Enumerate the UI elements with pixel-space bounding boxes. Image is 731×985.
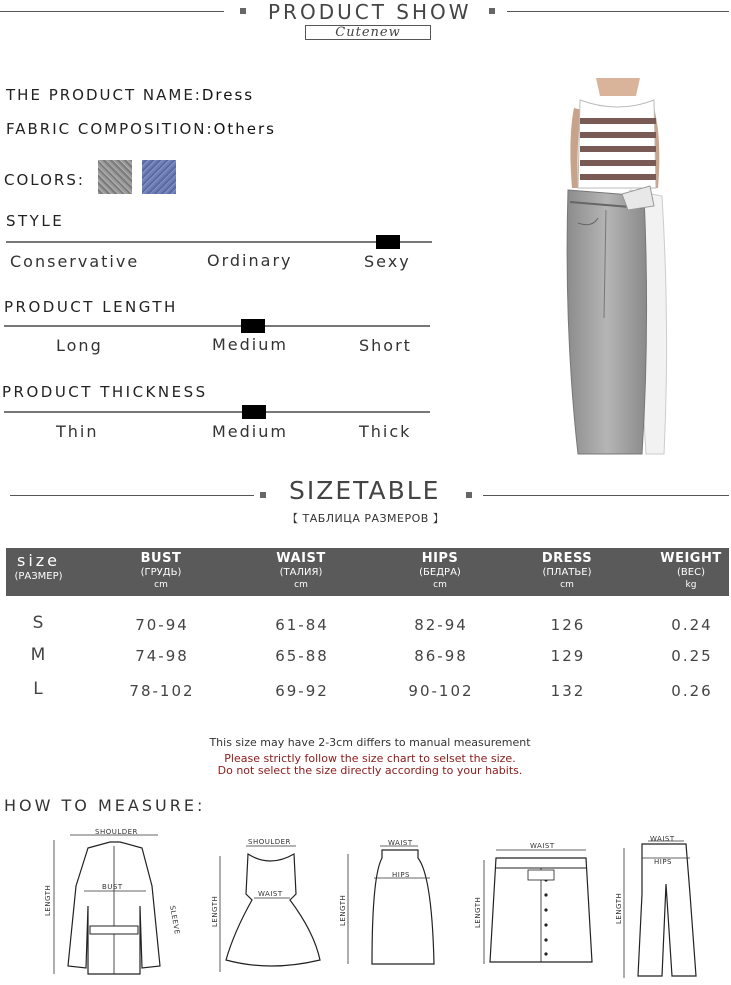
- color-swatch-blue[interactable]: [142, 160, 176, 194]
- length-label-2: LENGTH: [211, 895, 219, 927]
- hips-label-2: HIPS: [654, 858, 672, 866]
- col-unit: cm: [154, 580, 168, 590]
- table-cell: 70-94: [135, 616, 189, 634]
- thickness-option-thin: Thin: [56, 422, 99, 441]
- col-ru: (ТАЛИЯ): [279, 567, 323, 578]
- bust-label: BUST: [102, 883, 123, 891]
- col-ru: (ПЛАТЬЕ): [542, 567, 592, 578]
- header-rule-right: [507, 11, 729, 12]
- length-label-3: LENGTH: [339, 894, 347, 926]
- product-name-value: Dress: [201, 86, 255, 104]
- thickness-marker: [242, 405, 266, 419]
- col-unit: cm: [294, 580, 308, 590]
- table-cell: 86-98: [414, 647, 468, 665]
- sizetable-rule-left: [10, 495, 254, 496]
- color-swatch-gray[interactable]: [98, 160, 132, 194]
- fabric-row: [6, 120, 276, 138]
- fabric-label: FABRIC COMPOSITION:: [6, 120, 214, 138]
- warning-note-2: Do not select the size directly according to your habits.: [217, 764, 523, 777]
- sizetable-dot-right: [466, 492, 472, 498]
- table-header-bust: [101, 551, 221, 591]
- waist-label: WAIST: [258, 890, 283, 898]
- table-cell: 129: [550, 647, 586, 665]
- sizetable-subtitle: 【 ТАБЛИЦА РАЗМЕРОВ 】: [287, 512, 445, 525]
- header-dot-left: [240, 8, 246, 14]
- col-name: WAIST: [276, 551, 326, 566]
- size-header-label: size: [16, 551, 61, 570]
- col-ru: (ГРУДЬ): [140, 567, 182, 578]
- col-ru: (БЕДРА): [419, 567, 461, 578]
- style-option-sexy: Sexy: [364, 252, 411, 271]
- sizetable-title: SIZETABLE: [289, 476, 441, 505]
- table-cell: 0.25: [671, 647, 713, 665]
- col-unit: cm: [560, 580, 574, 590]
- shoulder-label: SHOULDER: [95, 828, 138, 836]
- length-label-4: LENGTH: [474, 896, 482, 928]
- table-cell: 90-102: [408, 682, 474, 700]
- table-row-size-s: S: [32, 613, 44, 633]
- table-header-size: [6, 552, 71, 584]
- product-name-row: [6, 86, 254, 104]
- waist-label-4: WAIST: [650, 835, 675, 843]
- table-row-size-m: M: [30, 645, 46, 665]
- colors-label: COLORS:: [4, 171, 85, 189]
- style-option-ordinary: Ordinary: [207, 251, 293, 270]
- col-name: WEIGHT: [660, 551, 722, 566]
- length-marker: [241, 319, 265, 333]
- table-header-hips: [380, 551, 500, 591]
- table-cell: 74-98: [135, 647, 189, 665]
- col-unit: cm: [433, 580, 447, 590]
- table-cell: 0.24: [671, 616, 713, 634]
- waist-label-2: WAIST: [388, 839, 413, 847]
- table-header-waist: [241, 551, 361, 591]
- thickness-scale-line: [4, 411, 430, 413]
- col-name: BUST: [140, 551, 182, 566]
- coat-measure-diagram: [40, 826, 190, 981]
- sizetable-rule-right: [483, 495, 729, 496]
- header-dot-right: [489, 8, 495, 14]
- table-header-dress: [507, 551, 627, 591]
- length-option-short: Short: [359, 336, 412, 355]
- table-cell: 61-84: [275, 616, 329, 634]
- how-to-measure-title: HOW TO MEASURE:: [4, 796, 206, 815]
- pants-measure-diagram: [612, 834, 722, 982]
- size-header-ru: (РАЗМЕР): [14, 571, 63, 582]
- skirt-measure-diagram: [338, 836, 448, 981]
- style-marker: [376, 235, 400, 249]
- table-cell: 132: [550, 682, 586, 700]
- thickness-label: PRODUCT THICKNESS: [2, 383, 208, 401]
- table-cell: 65-88: [275, 647, 329, 665]
- sleeve-label: SLEEVE: [168, 904, 182, 936]
- table-row-size-l: L: [33, 679, 43, 699]
- style-scale-line: [6, 241, 432, 243]
- product-name-label: THE PRODUCT NAME:: [6, 86, 202, 104]
- style-label: STYLE: [6, 212, 65, 230]
- denim-skirt-measure-diagram: [462, 840, 612, 970]
- table-cell: 78-102: [129, 682, 195, 700]
- col-name: HIPS: [421, 551, 459, 566]
- thickness-option-thick: Thick: [359, 422, 412, 441]
- hips-label: HIPS: [392, 871, 410, 879]
- waist-label-3: WAIST: [530, 842, 555, 850]
- col-ru: (ВЕС): [677, 567, 705, 578]
- length-option-long: Long: [56, 336, 103, 355]
- measurement-note: This size may have 2-3cm differs to manual measurement: [209, 736, 531, 749]
- shoulder-label-2: SHOULDER: [248, 838, 291, 846]
- length-label: PRODUCT LENGTH: [4, 298, 178, 316]
- length-label-5: LENGTH: [615, 892, 623, 924]
- thickness-option-medium: Medium: [212, 422, 288, 441]
- length-label-1: LENGTH: [44, 884, 52, 916]
- col-name: DRESS: [541, 551, 593, 566]
- table-cell: 69-92: [275, 682, 329, 700]
- table-cell: 0.26: [671, 682, 713, 700]
- product-photo: [538, 78, 698, 458]
- table-header-weight: [631, 551, 731, 591]
- table-cell: 126: [550, 616, 586, 634]
- dress-measure-diagram: [210, 832, 325, 982]
- length-scale-line: [4, 325, 430, 327]
- brand-label: Cutenew: [305, 25, 431, 40]
- style-option-conservative: Conservative: [10, 252, 140, 271]
- col-unit: kg: [685, 580, 697, 590]
- table-cell: 82-94: [414, 616, 468, 634]
- page-title: PRODUCT SHOW: [268, 0, 472, 24]
- header-rule-left: [0, 11, 224, 12]
- warning-note-1: Please strictly follow the size chart to selset the size.: [224, 752, 516, 765]
- sizetable-dot-left: [260, 492, 266, 498]
- fabric-value: Others: [213, 120, 276, 138]
- length-option-medium: Medium: [212, 335, 288, 354]
